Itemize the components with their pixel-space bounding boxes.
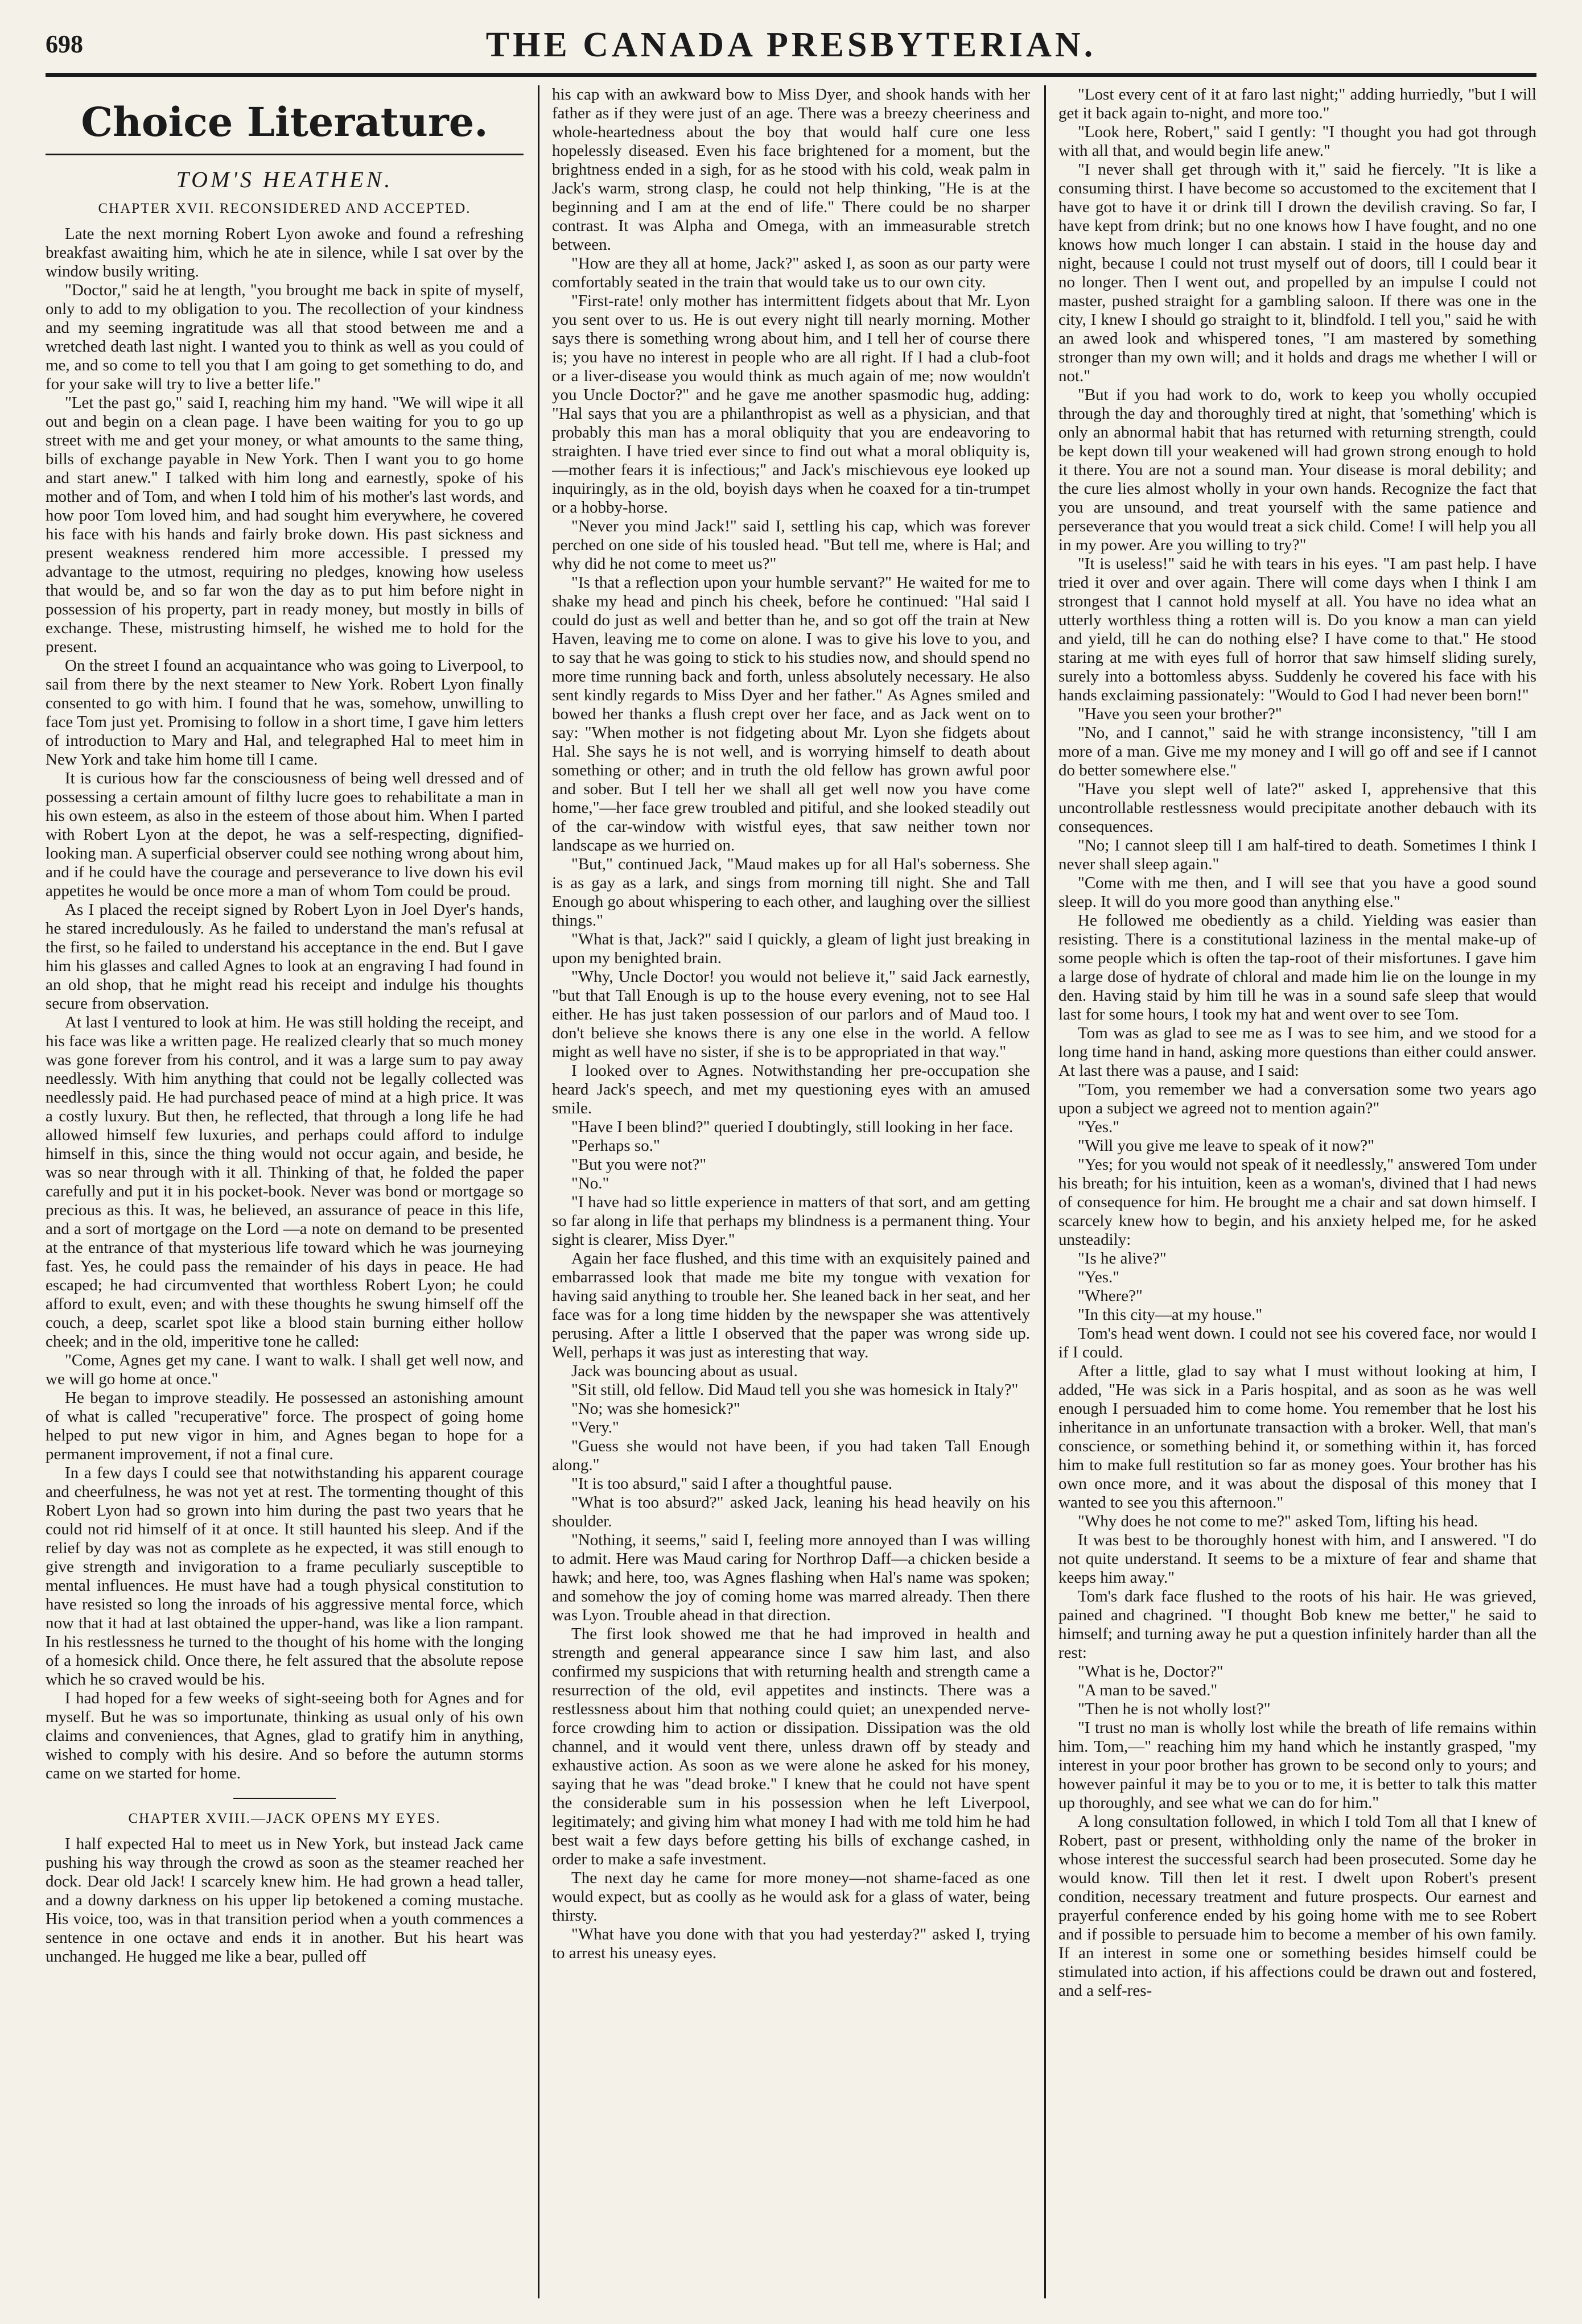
paragraph: On the street I found an acquaintance who was going to Liverpool, to sail from there by the next steamer to New York. Robert Lyon finally consented to go with him. I found that he was, somehow, unwilling to face Tom just yet. Promising to follow in a short time, I gave him letters of introduction to Mary and Hal, and telegraphed Hal to meet him in New York and take him home till I came. bbox=[46, 657, 524, 769]
paragraph: "But," continued Jack, "Maud makes up for all Hal's soberness. She is as gay as a lark, and sings from morning till night. She and Tall Enough go about whispering to each other, and laughing over the silliest things." bbox=[552, 855, 1030, 930]
masthead-title: THE CANADA PRESBYTERIAN. bbox=[485, 26, 1097, 64]
paragraph: "What is that, Jack?" said I quickly, a gleam of light just breaking in upon my benighted brain. bbox=[552, 930, 1030, 967]
article-columns bbox=[46, 85, 1536, 2304]
paragraph: I half expected Hal to meet us in New York, but instead Jack came pushing his way through the crowd as soon as the steamer reached her dock. Dear old Jack! I scarcely knew him. He had grown a head taller, and a downy darkness on his upper lip betokened a coming mustache. His voice, too, was in that transition period when a youth commences a sentence in one octave and ends it in another. But his heart was unchanged. He hugged me like a bear, pulled off bbox=[46, 1835, 524, 1966]
paragraph: "A man to be saved." bbox=[1078, 1681, 1218, 1699]
paragraph: "Doctor," said he at length, "you brought me back in spite of myself, only to add to my obligation to you. The recollection of your kindness and my seeming ingratitude was all that stood between me and a wretched death last night. I wanted you to think as well as you could of me, and so come to tell you that I am going to get something to do, and for your sake will try to live a better life." bbox=[46, 281, 524, 393]
paragraph: "First-rate! only mother has intermittent fidgets about that Mr. Lyon you sent over to us. He is out every night till nearly morning. Mother says there is something wrong about him, and I tell her of course there is; you have no interest in people who are all right. If I had a club-foot or a liver-disease you would think as much again of me; now wouldn't you Uncle Doctor?" and he gave me another spasmodic hug, adding: "Hal says that you are a philanthropist as well as a physician, and that probably this man has a moral obliquity that you are endeavoring to straighten. I have tried ever since to find out what a moral obliquity is,—mother fears it is infectious;" and Jack's mischievous eye looked up inquiringly, as in the old, boyish days when he coaxed for a tin-trumpet or a hobby-horse. bbox=[552, 292, 1030, 517]
paragraph: "Yes." bbox=[1078, 1268, 1120, 1286]
paragraph: "What is he, Doctor?" bbox=[1078, 1662, 1223, 1681]
paragraph: "Have you slept well of late?" asked I, apprehensive that this uncontrollable restlessness would precipitate another debauch with its consequences. bbox=[1058, 780, 1536, 836]
paragraph: "Is he alive?" bbox=[1078, 1249, 1167, 1268]
paragraph: "I have had so little experience in matters of that sort, and am getting so far along in life that perhaps my blindness is a permanent thing. Your sight is clearer, Miss Dyer." bbox=[552, 1193, 1030, 1249]
paragraph: At last I ventured to look at him. He was still holding the receipt, and his face was like a written page. He realized clearly that so much money was gone forever from his control, and it was a large sum to pay away needlessly. With him anything that could not be legally collected was needlessly paid. He had purchased peace of mind at a high price. It was a costly luxury. But then, he reflected, that through a long life he had allowed himself few luxuries, and perhaps could afford to indulge himself in this, since the thing would not occur again, and beside, he was so near through with it all. Thinking of that, he folded the paper carefully and put it in his pocket-book. Never was bond or mortgage so precious as this. It was, he believed, an assurance of peace in this life, and a sort of mortgage on the Lord —a note on demand to be presented at the entrance of that mysterious life toward which he was journeying fast. Yes, he could pass the remainder of his days in peace. He had escaped; he had circumvented that worthless Robert Lyon; he could afford to exult, even; and with these thoughts he swung himself off the couch, a deep, scarlet spot like a blood stain burning either hollow cheek; and in the old, imperitive tone he called: bbox=[46, 1013, 524, 1351]
paragraph: Tom's dark face flushed to the roots of his hair. He was grieved, pained and chagrined. "I thought Bob knew me better," he said to himself; and turning away he put a question infinitely harder than all the rest: bbox=[1058, 1587, 1536, 1662]
paragraph: "What have you done with that you had yesterday?" asked I, trying to arrest his uneasy eyes. bbox=[552, 1925, 1030, 1962]
column-3-text bbox=[1058, 85, 1536, 2000]
paragraph: "Lost every cent of it at faro last night;" adding hurriedly, "but I will get it back again to-night, and more too." bbox=[1058, 85, 1536, 122]
paragraph: "No; I cannot sleep till I am half-tired to death. Sometimes I think I never shall sleep again." bbox=[1058, 836, 1536, 873]
column-1 bbox=[46, 85, 524, 2298]
paragraph: Late the next morning Robert Lyon awoke and found a refreshing breakfast awaiting him, which he ate in silence, while I sat over by the window busily writing. bbox=[46, 225, 524, 280]
page-number: 698 bbox=[46, 30, 83, 58]
paragraph: "How are they all at home, Jack?" asked I, as soon as our party were comfortably seated in the train that would take us to our own city. bbox=[552, 254, 1030, 291]
paragraph: his cap with an awkward bow to Miss Dyer, and shook hands with her father as if they were just of an age. There was a breezy cheeriness and whole-heartedness about the boy that would half cure one less hopelessly diseased. Even his face brightened for a moment, but the brightness ended in a sigh, for as he stood with his cold, weak palm in Jack's warm, strong clasp, he could not help thinking, "He is at the beginning and I am at the end of life." There could be no sharper contrast. It was Alpha and Omega, with an immeasurable stretch between. bbox=[552, 85, 1030, 254]
paragraph: "Sit still, old fellow. Did Maud tell you she was homesick in Italy?" bbox=[571, 1381, 1019, 1399]
paragraph: "I trust no man is wholly lost while the breath of life remains within him. Tom,—" reaching him my hand which he instantly grasped, "my interest in your poor brother has grown to be second only to yours; and however painful it may be to you or to me, it is better to talk this matter up thoroughly, and see what we can do for him." bbox=[1058, 1719, 1536, 1812]
paragraph: "Have you seen your brother?" bbox=[1078, 705, 1282, 723]
paragraph: "But you were not?" bbox=[571, 1155, 707, 1174]
paragraph: "Let the past go," said I, reaching him my hand. "We will wipe it all out and begin on a clean page. I have been waiting for you to go up street with me and get your money, or what amounts to the same thing, bills of exchange payable in New York. Then I want you to go home and start anew." I talked with him long and earnestly, spoke of his mother and of Tom, and when I told him of his mother's last words, and how poor Tom loved him, and had sought him everywhere, he covered his face with his hands and fairly broke down. His past sickness and present weakness rendered him more accessible. I pressed my advantage to the utmost, requiring no pledges, knowing how useless that would be, and so far won the day as to put him before night in possession of his property, part in ready money, but mostly in bills of exchange. These, mistrusting himself, he wished me to hold for the present. bbox=[46, 394, 524, 656]
column-3 bbox=[1058, 85, 1536, 2298]
paragraph: He began to improve steadily. He possessed an astonishing amount of what is called "recuperative" force. The prospect of going home helped to put new vigor in him, and Agnes began to hope for a permanent improvement, if not a final cure. bbox=[46, 1389, 524, 1463]
chapter-heading: CHAPTER XVIII.—JACK OPENS MY EYES. bbox=[128, 1811, 441, 1826]
paragraph: After a little, glad to say what I must without looking at him, I added, "He was sick in a Paris hospital, and as soon as he was well enough I persuaded him to come home. You remember that he lost his inheritance in an unfortunate transaction with a broker. Well, that man's conscience, or something behind it, or something within it, has forced him to make full restitution so far as money goes. Your brother has his own once more, and it was about the disposal of this money that I wanted to see you this afternoon." bbox=[1058, 1362, 1536, 1512]
column-1-text-a bbox=[46, 225, 524, 1783]
paragraph: "Never you mind Jack!" said I, settling his cap, which was forever perched on one side of his tousled head. "But tell me, where is Hal; and why did he not come to meet us?" bbox=[552, 517, 1030, 573]
paragraph: "Perhaps so." bbox=[571, 1137, 660, 1155]
paragraph: As I placed the receipt signed by Robert Lyon in Joel Dyer's hands, he stared incredulously. As he failed to understand the man's refusal at the first, so he failed to understand his acceptance in the end. But I gave him his glasses and called Agnes to look at an engraving I had found in an old shop, that he might read his receipt and indulge his thoughts secure from observation. bbox=[46, 901, 524, 1013]
paragraph: The next day he came for more money—not shame-faced as one would expect, but as coolly as he would ask for a glass of water, being thirsty. bbox=[552, 1869, 1030, 1925]
paragraph: "What is too absurd?" asked Jack, leaning his head heavily on his shoulder. bbox=[552, 1493, 1030, 1530]
paragraph: "Guess she would not have been, if you had taken Tall Enough along." bbox=[552, 1437, 1030, 1474]
paragraph: "It is useless!" said he with tears in his eyes. "I am past help. I have tried it over and over again. There will come days when I think I am strongest that I cannot hold myself at all. You have no idea what an utterly worthless thing a rotten will is. Do you know a man can yield and yield, till he can do nothing else? I have come to that." He stood staring at me with eyes full of horror that saw himself sliding surely, surely into a bottomless abyss. Suddenly he covered his face with his hands exclaiming passionately: "Would to God I had never been born!" bbox=[1058, 555, 1536, 704]
paragraph: In a few days I could see that notwithstanding his apparent courage and cheerfulness, he was not yet at rest. The tormenting thought of this Robert Lyon had so grown into him during the past two years that he could not rid himself of it at once. It still haunted his sleep. And if the relief by day was not as complete as he expected, it was still enough to give strength and invigoration to a frame peculiarly susceptible to mental influences. He must have had a tough physical constitution to have resisted so long the inroads of his aggressive mental force, which now that it had at last obtained the upper-hand, was like a lion rampant. In his restlessness he turned to the thought of his home with the longing of a homesick child. Once there, he felt assured that the absolute repose which he so craved would be his. bbox=[46, 1464, 524, 1689]
paragraph: "I never shall get through with it," said he fiercely. "It is like a consuming thirst. I have become so accustomed to the excitement that I have got to have it or drink till I drown the devilish craving. So far, I have kept from drink; but no one knows how I have fought, and no one knows how much longer I can abstain. I staid in the house day and night, because I could not trust myself out of doors, till I could bear it no longer. Then I went out, and propelled by an impulse I could not master, pushed straight for a gambling saloon. If there was one in the city, I knew I should go straight to it, blindfold. I tell you," said he with an awed look and whispered tones, "I am mastered by something stronger than my own will; and it holds and drags me whether I will or not." bbox=[1058, 160, 1536, 385]
paragraph: "Is that a reflection upon your humble servant?" He waited for me to shake my head and pinch his cheek, before he continued: "Hal said I could do just as well and better than he, and so got off the train at New Haven, leaving me to come on alone. I was to give his love to you, and to say that he was going to stick to his studies now, and should spend no more time running back and forth, unless absolutely necessary. He also sent kindly regards to Miss Dyer and her father." As Agnes smiled and bowed her thanks a flush crept over her face, and as Jack went on to say: "When mother is not fidgeting about Mr. Lyon she fidgets about Hal. She says he is not well, and is worrying himself to death about something or other; and in truth the old fellow has grown awful poor and sober. But I tell her we shall all get well now you have come home,"—her face grew troubled and pitiful, and she looked steadily out of the car-window with wistful eyes, that saw neither town nor landscape as we hurried on. bbox=[552, 573, 1030, 855]
section-title: Choice Literature. bbox=[46, 98, 524, 155]
paragraph: Again her face flushed, and this time with an exquisitely pained and embarrassed look that made me bite my tongue with vexation for having said anything to trouble her. She leaned back in her seat, and her face was for a long time hidden by the newspaper she was attentively perusing. After a little I observed that the paper was wrong side up. Well, perhaps it was just as interesting that way. bbox=[552, 1249, 1030, 1361]
paragraph: "Have I been blind?" queried I doubtingly, still looking in her face. bbox=[571, 1118, 1014, 1136]
header-rule bbox=[46, 73, 1536, 77]
chapter-divider bbox=[233, 1798, 336, 1799]
paragraph: "In this city—at my house." bbox=[1078, 1306, 1263, 1324]
paragraph: "Come, Agnes get my cane. I want to walk. I shall get well now, and we will go home at once." bbox=[46, 1351, 524, 1388]
paragraph: "Will you give me leave to speak of it now?" bbox=[1078, 1137, 1375, 1155]
paragraph: "Look here, Robert," said I gently: "I thought you had got through with all that, and would begin life anew." bbox=[1058, 123, 1536, 160]
column-divider bbox=[538, 85, 539, 2298]
paragraph: "Where?" bbox=[1078, 1287, 1143, 1305]
column-divider bbox=[1044, 85, 1046, 2298]
paragraph: A long consultation followed, in which I told Tom all that I knew of Robert, past or present, withholding only the name of the broker in whose interest the successful search had been prosecuted. Some day he would know. Till then let it rest. I dwelt upon Robert's present condition, necessary treatment and future prospects. Our earnest and prayerful conference ended by his going home with me to see Robert and if possible to persuade him to become a member of his own family. If an interest in some one or something besides himself could be stimulated into action, if his affections could be drawn out and fostered, and a self-res- bbox=[1058, 1813, 1536, 2000]
paragraph: "Nothing, it seems," said I, feeling more annoyed than I was willing to admit. Here was Maud caring for Northrop Daff—a chicken beside a hawk; and here, too, was Agnes flashing when Hal's name was spoken; and somehow the joy of coming home was marred already. Then there was Lyon. Trouble ahead in that direction. bbox=[552, 1531, 1030, 1624]
paragraph: Tom's head went down. I could not see his covered face, nor would I if I could. bbox=[1058, 1324, 1536, 1361]
chapter-heading: CHAPTER XVII. RECONSIDERED AND ACCEPTED. bbox=[98, 201, 471, 216]
paragraph: "Yes." bbox=[1078, 1118, 1120, 1136]
paragraph: He followed me obediently as a child. Yielding was easier than resisting. There is a constitutional laziness in the mental make-up of some people which is often the tap-root of their misfortunes. I gave him a large dose of hydrate of chloral and made him lie on the lounge in my den. Having staid by him till he was in a sound safe sleep that would last for some hours, I took my hat and went over to see Tom. bbox=[1058, 911, 1536, 1023]
paragraph: "Why, Uncle Doctor! you would not believe it," said Jack earnestly, "but that Tall Enough is up to the house every evening, not to see Hal either. He has just taken possession of our parlors and of Maud too. I don't believe she knows there is any one else in the world. A fellow might as well have no sister, if she is to be appropriated in that way." bbox=[552, 968, 1030, 1061]
paragraph: Tom was as glad to see me as I was to see him, and we stood for a long time hand in hand, asking more questions than either could answer. At last there was a pause, and I said: bbox=[1058, 1024, 1536, 1080]
paragraph: "Tom, you remember we had a conversation some two years ago upon a subject we agreed not to mention again?" bbox=[1058, 1080, 1536, 1117]
column-2-text bbox=[552, 85, 1030, 1963]
paragraph: "It is too absurd," said I after a thoughtful pause. bbox=[571, 1475, 893, 1493]
paragraph: I had hoped for a few weeks of sight-seeing both for Agnes and for myself. But he was so importunate, thinking as usual only of his own claims and conveniences, that Agnes, glad to gratify him in anything, wished to comply with his desire. And so before the autumn storms came on we started for home. bbox=[46, 1689, 524, 1782]
page-header bbox=[46, 20, 1536, 72]
paragraph: I looked over to Agnes. Notwithstanding her pre-occupation she heard Jack's speech, and met my questioning eyes with an amused smile. bbox=[552, 1062, 1030, 1117]
paragraph: "No, and I cannot," said he with strange inconsistency, "till I am more of a man. Give me my money and I will go off and see if I cannot do better somewhere else." bbox=[1058, 724, 1536, 779]
paragraph: "Very." bbox=[571, 1418, 619, 1436]
paragraph: It is curious how far the consciousness of being well dressed and of possessing a certain amount of filthy lucre goes to rehabilitate a man in his own esteem, as also in the esteem of those about him. When I parted with Robert Lyon at the depot, he was a self-respecting, dignified-looking man. A superficial observer could see nothing wrong about him, and if he could have the courage and perseverance to live down his evil appetites he would be once more a man of whom Tom could be proud. bbox=[46, 769, 524, 900]
paragraph: "No; was she homesick?" bbox=[571, 1400, 740, 1418]
paragraph: It was best to be thoroughly honest with him, and I answered. "I do not quite understand. It seems to be a mixture of fear and shame that keeps him away." bbox=[1058, 1531, 1536, 1587]
paragraph: "Yes; for you would not speak of it needlessly," answered Tom under his breath; for his intuition, keen as a woman's, divined that I had news of consequence for him. He brought me a chair and sat down himself. I scarcely knew how to begin, and his anxiety helped me, for he asked unsteadily: bbox=[1058, 1155, 1536, 1249]
paragraph: "Then he is not wholly lost?" bbox=[1078, 1700, 1271, 1718]
paragraph: Jack was bouncing about as usual. bbox=[571, 1362, 798, 1380]
paragraph: The first look showed me that he had improved in health and strength and general appearance since I saw him last, and also confirmed my suspicions that with returning health and strength came a resurrection of the old, evil appetites and instincts. There was a restlessness about him that nothing could quiet; an unexpended nerve-force crowding him to action or dissipation. Dissipation was the old channel, and it would vent there, unless drawn off by steady and exhaustive action. As soon as we were alone he asked for his money, saying that he was "dead broke." I knew that he could not have spent the considerable sum in his possession when he left Liverpool, legitimately; and giving him what money I had with me told him he had best wait a few days before getting his bills of exchange cashed, in order to make a safe investment. bbox=[552, 1625, 1030, 1868]
paragraph: "No." bbox=[571, 1174, 609, 1192]
column-2 bbox=[552, 85, 1030, 2298]
paragraph: "But if you had work to do, work to keep you wholly occupied through the day and thoroughly tired at night, that 'something' which is only an abnormal habit that has returned with returning strength, could be kept down till your weakened will had grown strong enough to hold it there. You are not a sound man. Your disease is moral debility; and the cure lies almost wholly in your own hands. Recognize the fact that you are unsound, and treat yourself with the same patience and perseverance that you would treat a sick child. Come! I will help you all in my power. Are you willing to try?" bbox=[1058, 386, 1536, 554]
paragraph: "Why does he not come to me?" asked Tom, lifting his head. bbox=[1078, 1512, 1478, 1530]
column-1-text-b bbox=[46, 1835, 524, 1966]
paragraph: "Come with me then, and I will see that you have a good sound sleep. It will do you more good than anything else." bbox=[1058, 874, 1536, 911]
story-title: TOM'S HEATHEN. bbox=[176, 167, 393, 192]
